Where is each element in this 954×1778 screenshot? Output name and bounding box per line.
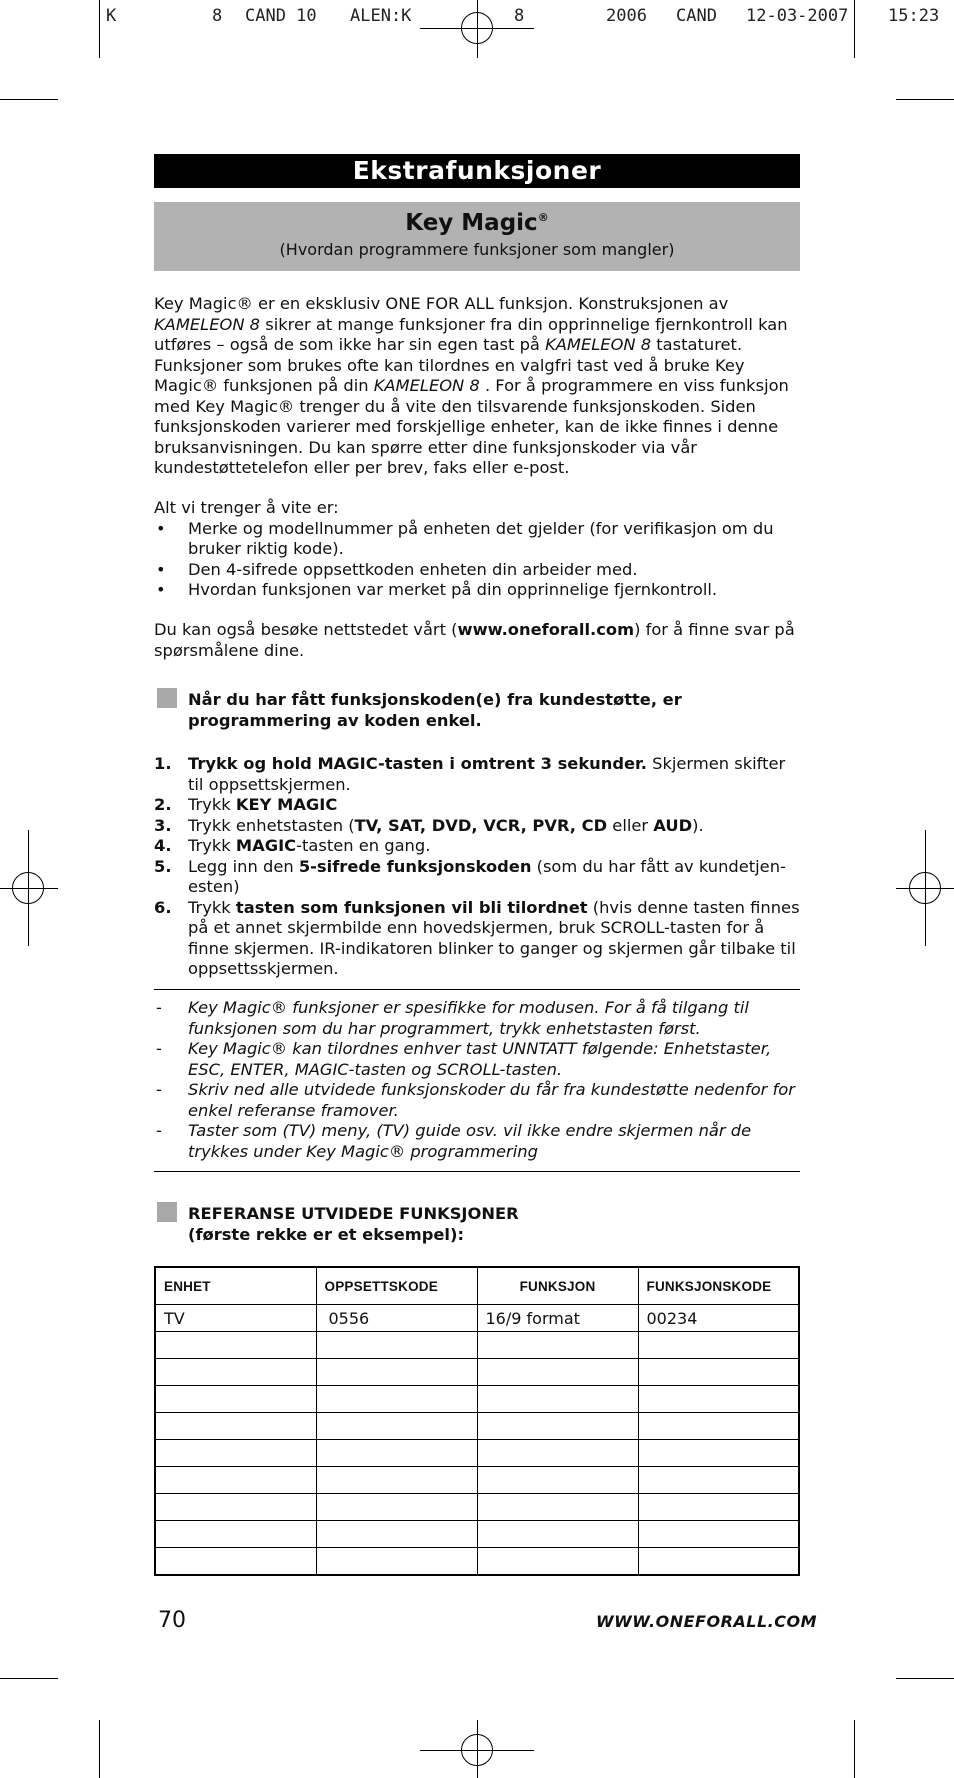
note-item: - Skriv ned alle utvidede funksjonskoder du får fra kundestøtte nedenfor for enkel referanse framover. bbox=[156, 1080, 795, 1120]
step-item: 2. Trykk KEY MAGIC bbox=[154, 795, 338, 814]
table-row bbox=[155, 1332, 799, 1359]
table-cell bbox=[638, 1494, 799, 1521]
table-cell bbox=[316, 1359, 477, 1386]
table-cell bbox=[638, 1359, 799, 1386]
table-row bbox=[155, 1305, 799, 1332]
header-num2: 8 bbox=[514, 6, 525, 26]
table-cell bbox=[638, 1548, 799, 1576]
table-cell bbox=[477, 1440, 638, 1467]
table-cell bbox=[155, 1494, 316, 1521]
requirements-lead: Alt vi trenger å vite er: bbox=[154, 498, 339, 517]
table-cell bbox=[638, 1386, 799, 1413]
steps-list bbox=[154, 754, 800, 980]
table-cell bbox=[638, 1332, 799, 1359]
table-cell bbox=[316, 1413, 477, 1440]
section-marker bbox=[157, 1202, 177, 1222]
table-row bbox=[155, 1413, 799, 1440]
key-magic-box bbox=[154, 202, 800, 271]
table-header-row bbox=[155, 1267, 799, 1305]
table-cell bbox=[638, 1440, 799, 1467]
table-cell bbox=[477, 1494, 638, 1521]
table-cell bbox=[316, 1386, 477, 1413]
list-item: • Hvordan funksjonen var merket på din opprinnelige fjernkontroll. bbox=[156, 580, 718, 599]
table-cell bbox=[155, 1440, 316, 1467]
header-time: 15:23 bbox=[888, 6, 940, 26]
key-magic-title: Key Magic® bbox=[405, 210, 549, 236]
intro-paragraph: Key Magic® er en eksklusiv ONE FOR ALL funksjon. Konstruksjonen av KAMELEON 8 sikrer at mange funksjoner fra din opprinnelige fjernkontroll kan utføres – også de som ikke har sin egen tast på KAMELEON 8 tastaturet. Funksjoner som brukes ofte kan tilordnes en valgfri tast ved å bruke Key Magic® funksjonen på din KAMELEON 8 . For å programmere en viss funksjon med Key Magic® trenger du å vite den tilsvarende funksjonskoden. Siden funksjonskoden varierer med forskjellige enheter, kan de ikke finnes i denne bruksanvisningen. Du kan spørre etter dine funksjonskoder via vår kundestøttetelefon eller per brev, faks eller e-post. bbox=[154, 294, 789, 477]
table-row bbox=[155, 1440, 799, 1467]
table-cell bbox=[155, 1521, 316, 1548]
table-cell bbox=[155, 1548, 316, 1576]
step-item: 6. Trykk tasten som funksjonen vil bli tilordnet (hvis denne tasten finnes på et annet skjermbilde enn hovedskjermen, bruk SCROLL-tasten for å finne skjermen. IR-indikatoren blinker to ganger og skjermen går tilbake til oppsettsskjermen. bbox=[154, 897, 800, 978]
table-cell bbox=[155, 1413, 316, 1440]
table-cell bbox=[638, 1467, 799, 1494]
crop-mark bbox=[0, 1678, 58, 1679]
crop-mark bbox=[99, 1720, 100, 1778]
table-cell bbox=[155, 1332, 316, 1359]
divider bbox=[154, 1171, 800, 1172]
step-item: 5. Legg inn den 5-sifrede funksjonskoden (som du har fått av kundetjen-esten) bbox=[154, 856, 786, 896]
table-cell bbox=[316, 1440, 477, 1467]
requirements-section bbox=[154, 498, 800, 601]
table-row bbox=[155, 1548, 799, 1576]
reference-heading: REFERANSE UTVIDEDE FUNKSJONER (første rekke er et eksempel): bbox=[188, 1204, 519, 1244]
table-cell: 0556 bbox=[316, 1305, 477, 1332]
key-magic-subtitle: (Hvordan programmere funksjoner som mangler) bbox=[279, 240, 675, 259]
header-cand2: CAND bbox=[676, 6, 717, 26]
header-k: K bbox=[106, 6, 117, 26]
table-cell bbox=[638, 1413, 799, 1440]
website-link: www.oneforall.com bbox=[457, 620, 635, 639]
table-cell bbox=[477, 1548, 638, 1576]
table-cell bbox=[155, 1386, 316, 1413]
table-cell bbox=[155, 1467, 316, 1494]
note-item: - Key Magic® kan tilordnes enhver tast UNNTATT følgende: Enhetstaster, ESC, ENTER, MAGIC-tasten og SCROLL-tasten. bbox=[156, 1039, 772, 1079]
table-cell: 16/9 format bbox=[477, 1305, 638, 1332]
section-marker bbox=[157, 688, 177, 708]
table-row bbox=[155, 1386, 799, 1413]
table-cell bbox=[477, 1467, 638, 1494]
table-cell: 00234 bbox=[638, 1305, 799, 1332]
crop-mark bbox=[0, 99, 58, 100]
crop-mark bbox=[854, 1720, 855, 1778]
table-cell bbox=[316, 1467, 477, 1494]
column-header: FUNKSJONSKODE bbox=[638, 1267, 799, 1305]
table-row bbox=[155, 1521, 799, 1548]
header-num1: 8 bbox=[212, 6, 223, 26]
notes-list bbox=[154, 998, 800, 1162]
crop-mark bbox=[896, 99, 954, 100]
note-item: - Key Magic® funksjoner er spesifikke for modusen. For å få tilgang til funksjonen som du har programmert, trykk enhetstasten først. bbox=[156, 998, 749, 1038]
table-cell bbox=[477, 1413, 638, 1440]
page-number: 70 bbox=[158, 1608, 186, 1633]
table-row bbox=[155, 1467, 799, 1494]
header-year: 2006 bbox=[606, 6, 647, 26]
list-item: • Merke og modellnummer på enheten det gjelder (for verifikasjon om du bruker riktig kode). bbox=[156, 518, 774, 558]
footer-url: WWW.ONEFORALL.COM bbox=[596, 1612, 818, 1631]
step-item: 4. Trykk MAGIC-tasten en gang. bbox=[154, 836, 431, 855]
website-paragraph: Du kan også besøke nettstedet vårt (www.oneforall.com) for å finne svar på spørsmålene dine. bbox=[154, 620, 795, 660]
programming-heading: Når du har fått funksjonskoden(e) fra kundestøtte, er programmering av koden enkel. bbox=[188, 690, 682, 730]
header-date: 12-03-2007 bbox=[746, 6, 849, 26]
table-cell bbox=[316, 1332, 477, 1359]
reference-table bbox=[154, 1266, 800, 1576]
header-cand: CAND 10 bbox=[245, 6, 317, 26]
table-cell bbox=[477, 1332, 638, 1359]
table-cell bbox=[477, 1386, 638, 1413]
table-cell bbox=[477, 1521, 638, 1548]
table-cell bbox=[155, 1359, 316, 1386]
column-header: ENHET bbox=[155, 1267, 316, 1305]
column-header: FUNKSJON bbox=[477, 1267, 638, 1305]
list-item: • Den 4-sifrede oppsettkoden enheten din arbeider med. bbox=[156, 559, 638, 579]
divider bbox=[154, 989, 800, 990]
header-alen: ALEN:K bbox=[350, 6, 412, 26]
step-item: 1. Trykk og hold MAGIC-tasten i omtrent 3 sekunder. Skjermen skifter til oppsettskjermen. bbox=[154, 754, 786, 794]
note-item: - Taster som (TV) meny, (TV) guide osv. vil ikke endre skjermen når de trykkes under Key Magic® programmering bbox=[156, 1121, 752, 1161]
table-cell bbox=[638, 1521, 799, 1548]
table-cell bbox=[316, 1494, 477, 1521]
table-cell bbox=[477, 1359, 638, 1386]
table-row bbox=[155, 1359, 799, 1386]
section-title: Ekstrafunksjoner bbox=[154, 154, 800, 188]
crop-mark bbox=[854, 0, 855, 58]
table-row bbox=[155, 1494, 799, 1521]
table-cell bbox=[316, 1548, 477, 1576]
column-header: OPPSETTSKODE bbox=[316, 1267, 477, 1305]
crop-mark bbox=[896, 1678, 954, 1679]
table-cell: TV bbox=[155, 1305, 316, 1332]
table-cell bbox=[316, 1521, 477, 1548]
step-item: 3. Trykk enhetstasten (TV, SAT, DVD, VCR, PVR, CD eller AUD). bbox=[154, 815, 704, 835]
crop-mark bbox=[99, 0, 100, 58]
